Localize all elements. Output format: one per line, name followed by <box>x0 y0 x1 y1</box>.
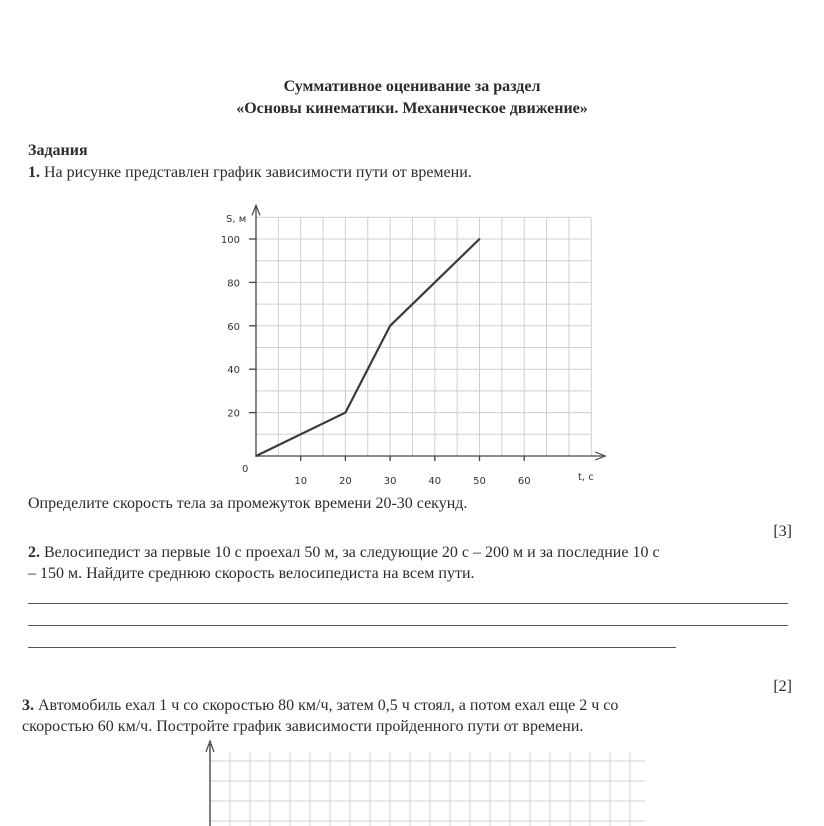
task2-statement-line1 <box>28 543 798 563</box>
tasks-heading: Задания <box>28 142 88 159</box>
y-tick-label: 100 <box>220 235 240 246</box>
data-point <box>434 282 436 284</box>
data-point <box>255 455 257 457</box>
x-tick-label: 50 <box>473 476 486 487</box>
data-point <box>389 325 391 327</box>
task2-number: 2. <box>28 544 40 561</box>
task2-score: [2] <box>773 678 792 695</box>
task1-text: На рисунке представлен график зависимости пути от времени. <box>44 164 472 181</box>
x-axis-label: t, c <box>578 472 594 483</box>
x-tick-label: 20 <box>339 476 352 487</box>
chart-grid <box>256 217 591 456</box>
task1-number: 1. <box>28 164 40 181</box>
y-tick-label: 80 <box>227 278 240 290</box>
x-tick-label: 40 <box>428 476 442 487</box>
task1-question: Определите скорость тела за промежуток времени 20-30 секунд. <box>28 495 468 512</box>
y-tick-label: 40 <box>227 365 240 377</box>
x-tick-label: 60 <box>517 476 531 487</box>
origin-label: 0 <box>242 464 249 475</box>
task1-score: [3] <box>773 523 792 540</box>
data-point <box>479 238 481 240</box>
task3-text-line2: скоростью 60 км/ч. Постройте график зависимости пройденного пути от времени. <box>22 718 584 735</box>
y-tick-label: 60 <box>227 321 240 333</box>
y-axis-label: S, м <box>226 214 247 225</box>
answer-line-1 <box>28 603 788 604</box>
task3-number: 3. <box>22 697 34 714</box>
chart-axes <box>252 205 605 460</box>
task3-answer-grid <box>206 741 645 826</box>
task3-statement-line1 <box>22 696 802 716</box>
task2-text-line2: – 150 м. Найдите среднюю скорость велосипедиста на всем пути. <box>28 565 475 582</box>
answer-line-3 <box>28 647 676 648</box>
section-subtitle: «Основы кинематики. Механическое движение» <box>236 100 588 117</box>
x-tick-label: 10 <box>294 476 308 487</box>
task2-text-line1: Велосипедист за первые 10 с проехал 50 м, за следующие 20 с – 200 м и за последние 10 с <box>44 544 660 561</box>
data-point <box>345 412 347 414</box>
section-title: Суммативное оценивание за раздел <box>283 78 541 95</box>
x-tick-label: 30 <box>383 476 397 487</box>
task3-text-line1: Автомобиль ехал 1 ч со скоростью 80 км/ч, затем 0,5 ч стоял, а потом ехал еще 2 ч со <box>38 697 619 714</box>
y-tick-label: 20 <box>227 408 240 420</box>
chart-ticks <box>221 235 531 487</box>
answer-line-2 <box>28 625 788 626</box>
